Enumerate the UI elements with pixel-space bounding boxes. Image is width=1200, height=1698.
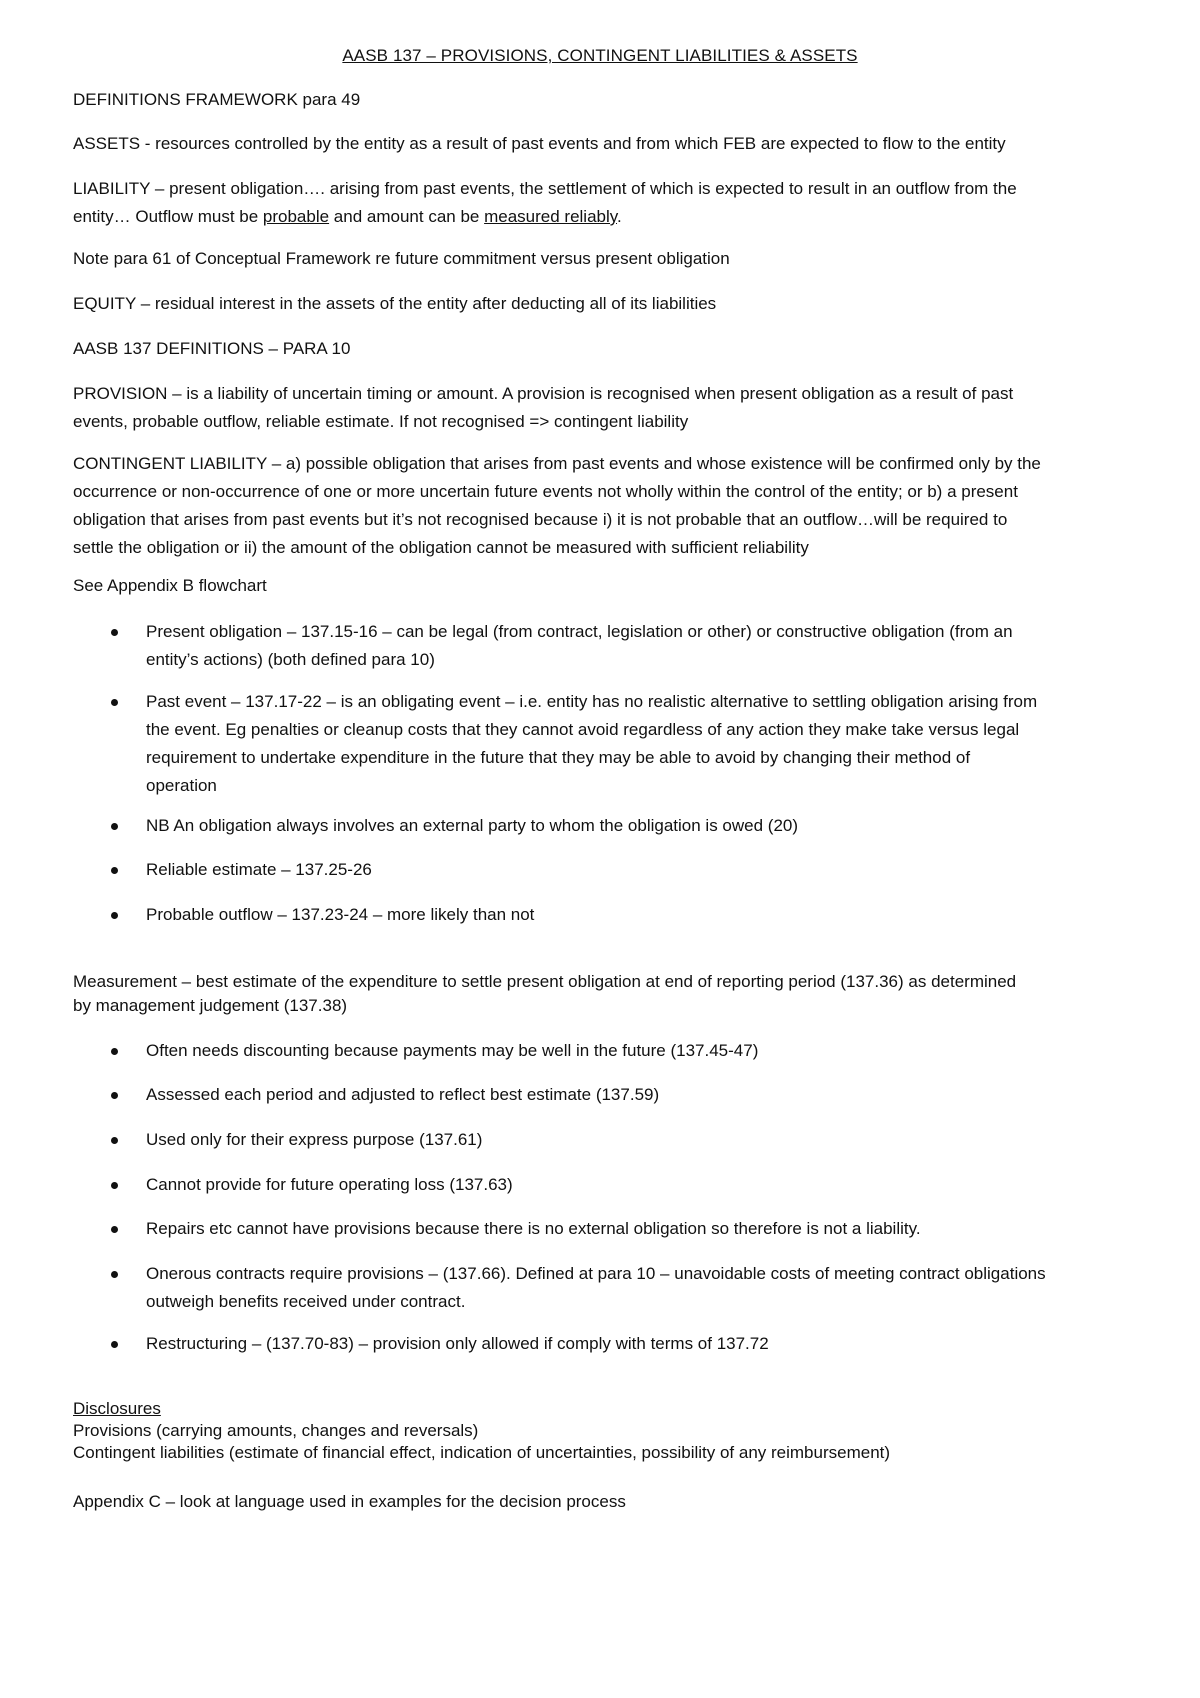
bullet-icon [111,1341,118,1348]
measurement-paragraph: Measurement – best estimate of the expenditure to settle present obligation at end of reporting period (137.36) as determined by management judgement (137.38) [73,972,1017,1015]
appendix-c-note: Appendix C – look at language used in examples for the decision process [73,1492,626,1511]
framework-heading: DEFINITIONS FRAMEWORK para 49 [73,90,361,109]
assets-definition: ASSETS - resources controlled by the entity as a result of past events and from which FEB are expected to flow to the entity [73,134,1006,153]
contingent-liability-definition: CONTINGENT LIABILITY – a) possible obligation that arises from past events and whose existence will be confirmed only by the occurrence or non-occurrence of one or more uncertain future events not wholly within the control of the entity; or b) a present obligation that arises from past events but it’s not recognised because i) it is not probable that an outflow…will be required to settle the obligation or ii) the amount of the obligation cannot be measured with sufficient reliability [73,454,1041,557]
bullet-icon [111,1182,118,1189]
liability-definition: LIABILITY – present obligation…. arising from past events, the settlement of which is expected to result in an outflow from the entity… Outflow must be probable and amount can be measured reliably. [73,179,1017,226]
bullet-icon [111,912,118,919]
measured-reliably-underlined: measured reliably [484,207,618,226]
document-page: AASB 137 – PROVISIONS, CONTINGENT LIABILITIES & ASSETS DEFINITIONS FRAMEWORK para 49 ASSETS - resources controlled by the entity as a result of past events and from which FEB are expected to flow to the entity LIABILITY – present obligation…. arising from past events, the settlement of which is expected to result in an outflow from the entity… Outflow must be probable and amount can be measured reliably. Note para 61 of Conceptual Framework re future commitment versus present obligation EQUITY – residual interest in the assets of the entity after deducting all of its liabilities AASB 137 DEFINITIONS – PARA 10 PROVISION – is a liability of uncertain timing or amount. A provision is recognised when present obligation as a result of past events, probable outflow, reliable estimate. If not recognised => contingent liability CONTINGENT LIABILITY – a) possible obligation that arises from past events and whose existence will be confirmed only by the occurrence or non-occurrence of one or more uncertain future events not wholly within the control of the entity; or b) a present obligation that arises from past events but it’s not recognised because i) it is not probable that an outflow…will be required to settle the obligation or ii) the amount of the obligation cannot be measured with sufficient reliability See Appendix B flowchart Present obligation – 137.15-16 – can be legal (from contract, legislation or other) or constructive obligation (from an entity’s actions) (both defined para 10) Past event – 137.17-22 – is an obligating event – i.e. entity has no realistic alternative to settling obligation arising from the event. Eg penalties or cleanup costs that they cannot avoid regardless of any action they make take versus legal requirement to undertake expenditure in the future that they may be able to avoid by changing their method of operation NB An obligation always involves an external party to whom the obligation is owed (20) Reliable estimate – 137.25-26 Probable outflow – 137.23-24 – more likely than not Measurement – best estimate of the expenditure to settle present obligation at end of reporting period (137.36) as determined by management judgement (137.38) Often needs discounting because payments may be well in the future (137.45-47) Assessed each period and adjusted to reflect best estimate (137.59) Used only for their express purpose (137.61) Cannot provide for future operating loss (137.63) Repairs etc cannot have provisions because there is no external obligation so therefore is not a liability. Onerous contracts require provisions – (137.66). Defined at para 10 – unavoidable costs of meeting contract obligations outweigh benefits received under contract. Restructuring – (137.70-83) – provision only allowed if comply with terms of 137.72 Disclosures Provisions (carrying amounts, changes and reversals) Contingent liabilities (estimate of financial effect, indication of uncertainties, possibility of any reimbursement) Appendix C – look at language used in examples for the decision process [0,0,1200,1698]
probable-underlined: probable [262,207,330,226]
bullet-icon [111,867,118,874]
bullet-icon [111,1092,118,1099]
bullet-icon [111,1226,118,1233]
bullet-icon [111,699,118,706]
bullet-icon [111,629,118,636]
bullet-icon [111,1137,118,1144]
bullet-icon [111,1048,118,1055]
see-appendix-b: See Appendix B flowchart [73,576,267,595]
bullet-icon [111,823,118,830]
aasb-definitions-heading: AASB 137 DEFINITIONS – PARA 10 [73,339,351,358]
note-para-61: Note para 61 of Conceptual Framework re future commitment versus present obligation [73,249,730,268]
provision-definition: PROVISION – is a liability of uncertain timing or amount. A provision is recognised when present obligation as a result of past events, probable outflow, reliable estimate. If not recognised => contingent liability [73,384,1014,431]
disclosures-section: Disclosures Provisions (carrying amounts, changes and reversals) Contingent liabilities (estimate of financial effect, indication of uncertainties, possibility of any reimbursement) [73,1398,1143,1464]
disclosures-heading: Disclosures [73,1399,161,1418]
equity-definition: EQUITY – residual interest in the assets of the entity after deducting all of its liabilities [73,294,717,313]
document-title: AASB 137 – PROVISIONS, CONTINGENT LIABILITIES & ASSETS [342,46,858,65]
bullet-icon [111,1271,118,1278]
